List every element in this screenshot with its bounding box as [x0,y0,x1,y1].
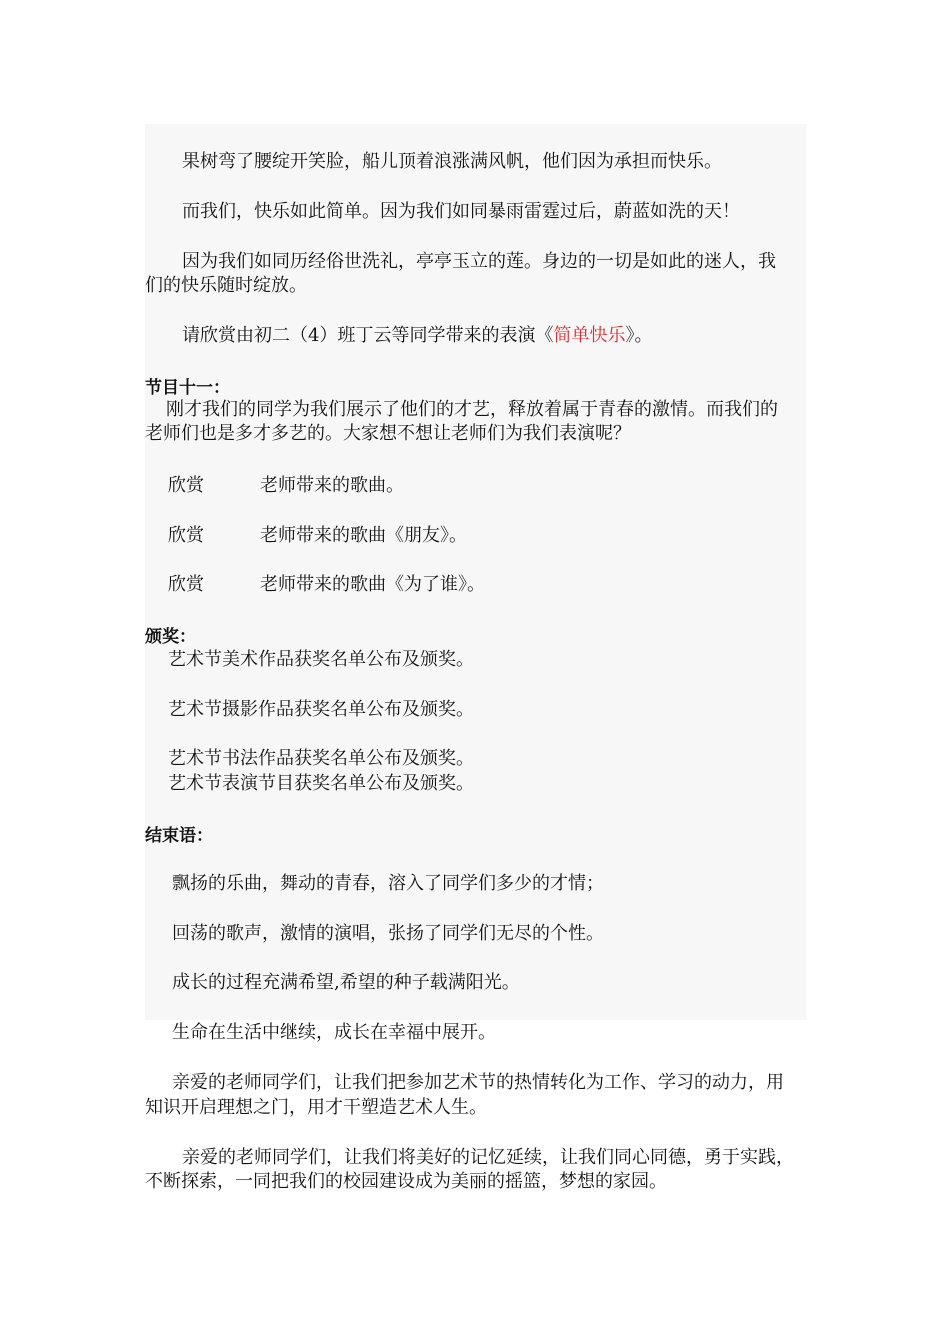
award-item-3: 艺术节书法作品获奖名单公布及颁奖。 [168,748,474,769]
program11-intro-line-2: 老师们也是多才多艺的。大家想不想让老师们为我们表演呢？ [145,423,631,444]
program11-item-2-text: 老师带来的歌曲《朋友》。 [260,525,467,546]
paragraph-1: 果树弯了腰绽开笑脸，船儿顶着浪涨满风帆，他们因为承担而快乐。 [182,151,722,172]
paragraph-6-line-1: 亲爱的老师同学们，让我们将美好的记忆延续，让我们同心同德，勇于实践， [182,1147,794,1168]
paragraph-4-after: 》。 [625,325,653,346]
paragraph-5-line-1: 亲爱的老师同学们，让我们把参加艺术节的热情转化为工作、学习的动力，用 [172,1072,784,1093]
closing-line-2: 回荡的歌声，激情的演唱，张扬了同学们无尽的个性。 [172,923,604,944]
program11-item-3-label: 欣赏 [168,574,204,595]
closing-heading: 结束语： [145,826,213,846]
paragraph-2: 而我们，快乐如此简单。因为我们如同暴雨雷霆过后，蔚蓝如洗的天！ [182,201,740,222]
closing-line-1: 飘扬的乐曲，舞动的青春，溶入了同学们多少的才情； [172,873,604,894]
program11-heading: 节目十一： [145,378,230,398]
paragraph-6-line-2: 不断探索，一同把我们的校园建设成为美丽的摇篮，梦想的家园。 [145,1171,667,1192]
closing-line-3: 成长的过程充满希望,希望的种子载满阳光。 [172,972,520,993]
program11-item-2-label: 欣赏 [168,525,204,546]
paragraph-4-before: 请欣赏由初二（4）班丁云等同学带来的表演《 [182,325,554,346]
paragraph-4 [182,324,652,348]
paragraph-3-line-1: 因为我们如同历经俗世洗礼，亭亭玉立的莲。身边的一切是如此的迷人，我 [182,251,776,272]
award-item-2: 艺术节摄影作品获奖名单公布及颁奖。 [168,699,474,720]
award-item-4: 艺术节表演节目获奖名单公布及颁奖。 [168,773,474,794]
program-title-highlight: 简单快乐 [553,325,626,346]
program11-item-1-label: 欣赏 [168,475,204,496]
awards-heading: 颁奖： [145,627,196,647]
award-item-1: 艺术节美术作品获奖名单公布及颁奖。 [168,649,474,670]
program11-item-3-text: 老师带来的歌曲《为了谁》。 [260,574,485,595]
closing-line-4: 生命在生活中继续，成长在幸福中展开。 [172,1022,496,1043]
program11-item-1-text: 老师带来的歌曲。 [260,475,404,496]
program11-intro-line-1: 刚才我们的同学为我们展示了他们的才艺，释放着属于青春的激情。而我们的 [166,399,778,420]
paragraph-3-line-2: 们的快乐随时绽放。 [145,275,307,296]
paragraph-5-line-2: 知识开启理想之门，用才干塑造艺术人生。 [145,1097,487,1118]
